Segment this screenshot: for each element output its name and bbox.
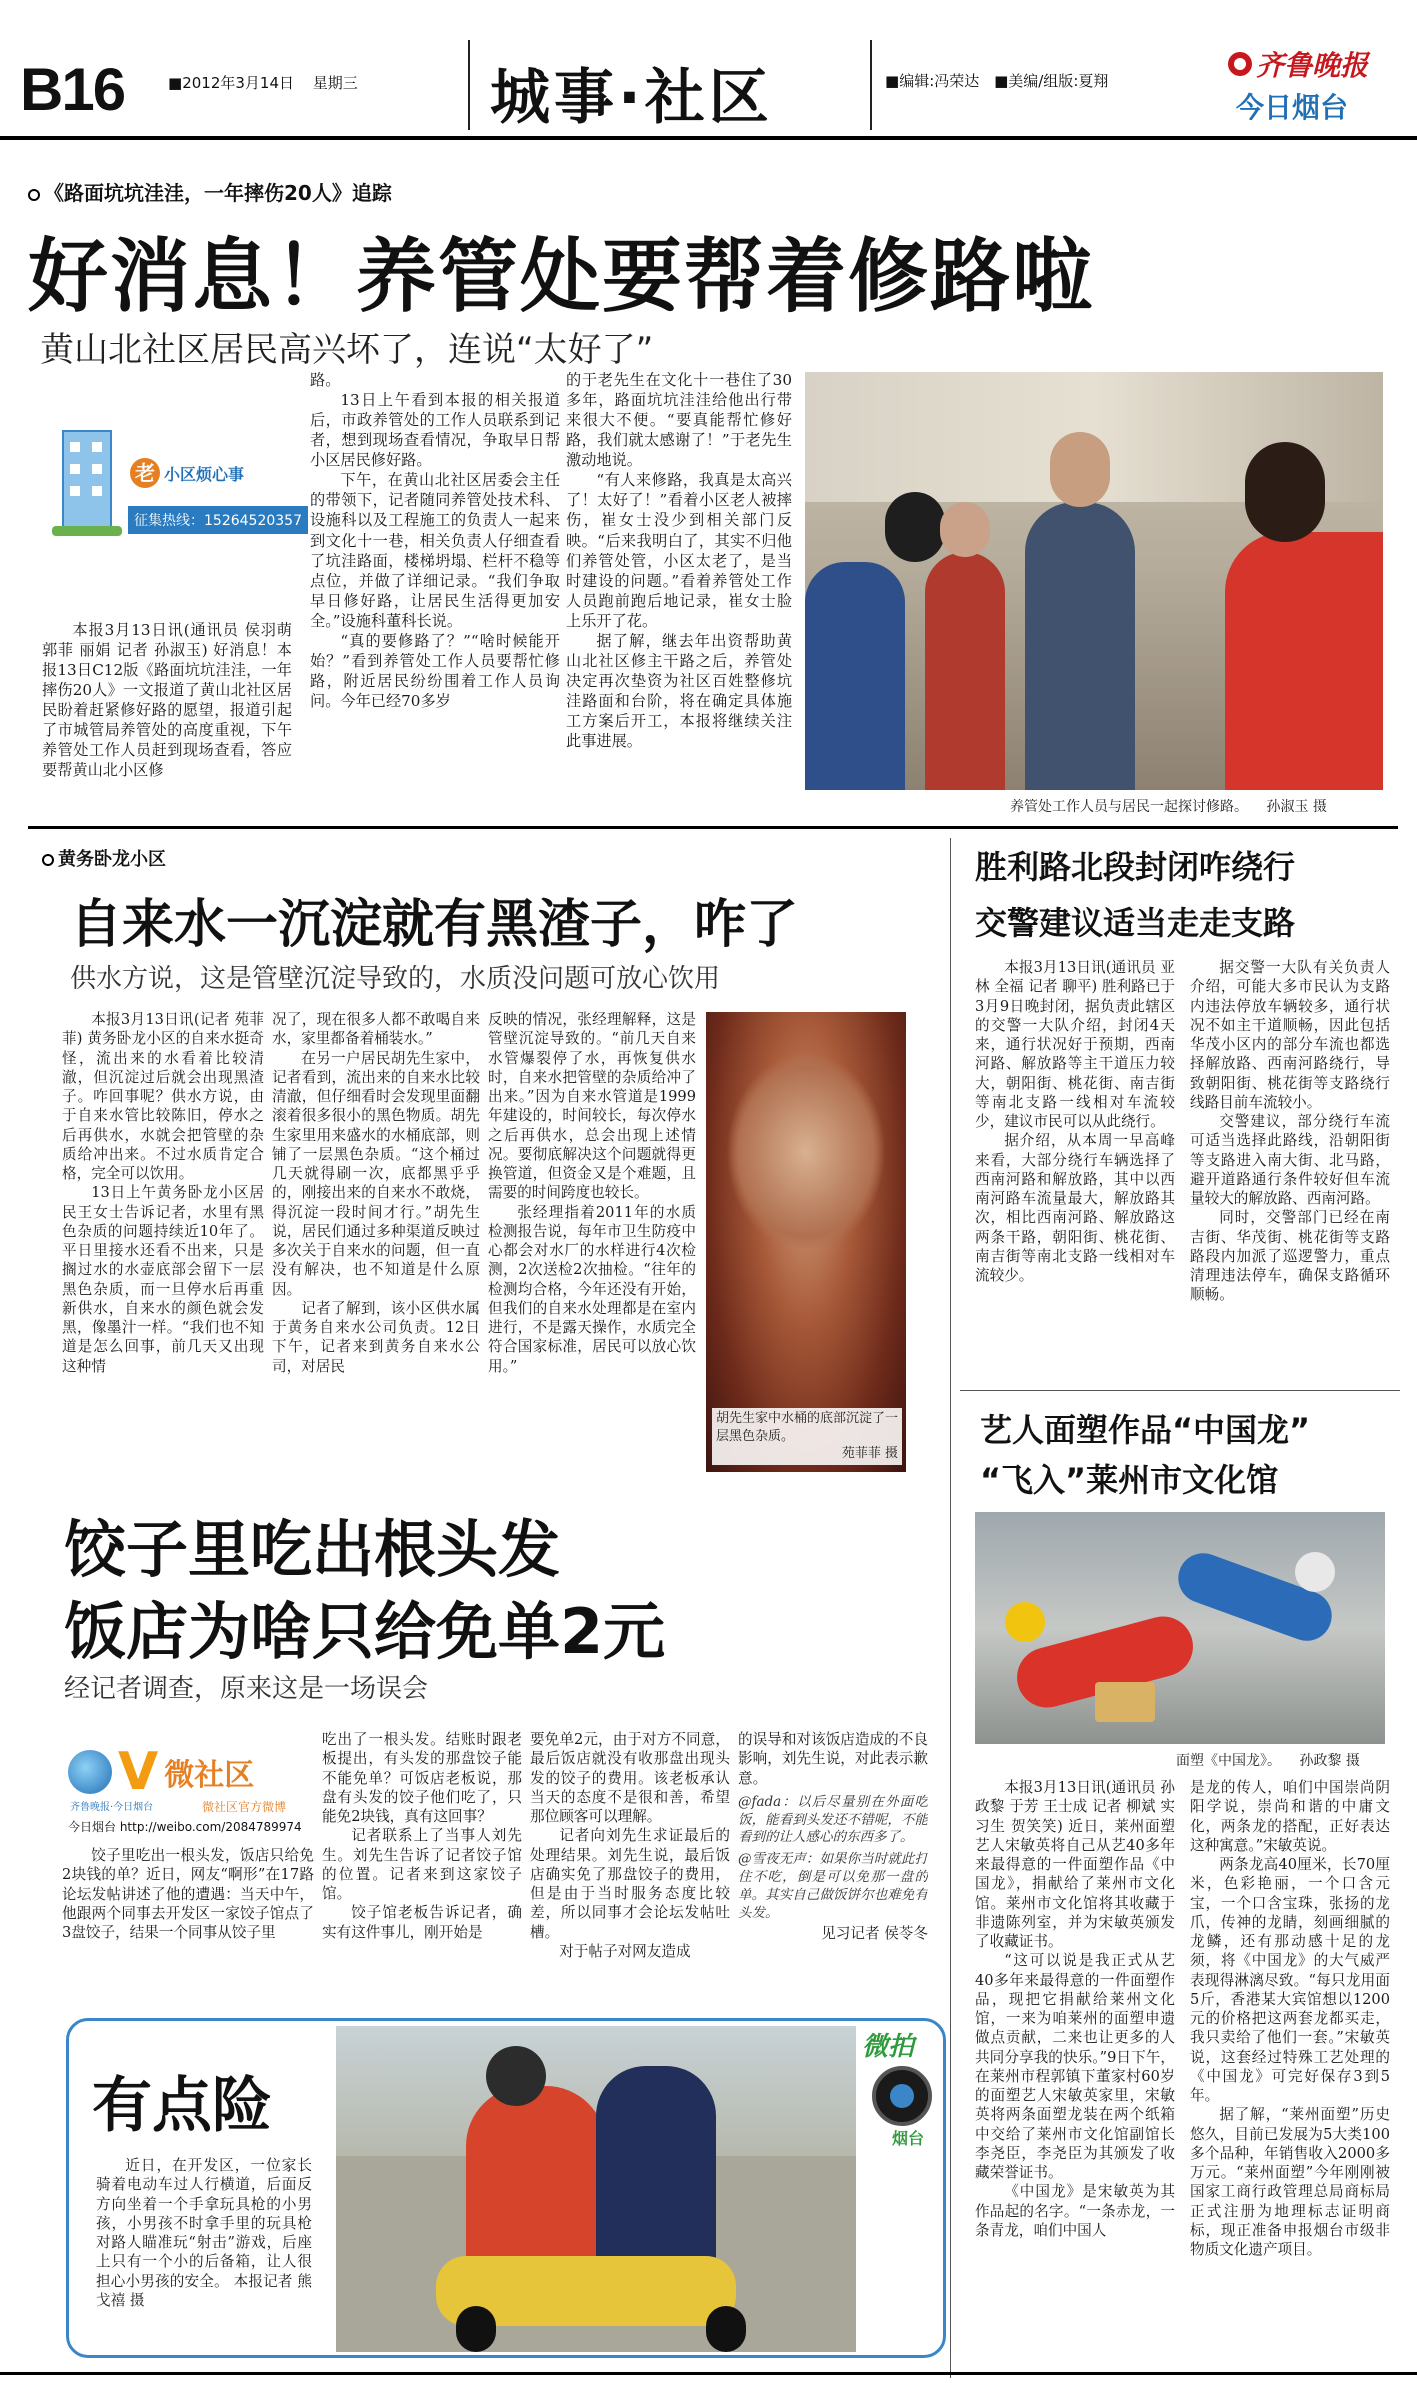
story2-caption bbox=[712, 1408, 902, 1465]
logo-text: 小区烦心事 bbox=[164, 464, 245, 484]
story2-kicker bbox=[42, 845, 166, 871]
weibo-comment: @雪夜无声：如果你当时就此打住不吃，倒是可以免那一盘的单。其实自己做饭饼尔也难免有头发。 bbox=[738, 1851, 928, 1921]
paragraph: 本报3月13日讯(通讯员 孙政黎 于芳 王士成 记者 柳斌 实习生 贺笑笑) 近日，莱州面塑艺人宋敏英将自己从艺40多年来最得意的一件面塑作品《中国龙》，捐献给了莱州市文化馆。莱州市文化馆将其收藏于非遗陈列室，并为宋敏英颁发了收藏证书。 bbox=[975, 1779, 1175, 1950]
paragraph: 况了，现在很多人都不敢喝自来水，家里都备着桶装水。” bbox=[272, 1011, 480, 1048]
story5-headline2: 交警建议适当走走支路 bbox=[975, 904, 1296, 942]
paragraph: 对于帖子对网友造成 bbox=[559, 1942, 691, 1960]
story6-headline2: “飞入”莱州市文化馆 bbox=[980, 1461, 1279, 1499]
story2-headline: 自来水一沉淀就有黑渣子，咋了 bbox=[70, 895, 799, 955]
story1-col3 bbox=[566, 370, 792, 820]
paragraph: 饺子里吃出一根头发，饭店只给免2块钱的单？近日，网友“啊形”在17路论坛发帖讲述了他的遭遇：当天中午，他跟两个同事去开发区一家饺子馆点了3盘饺子，结果一个同事从饺子里 bbox=[62, 1847, 314, 1941]
story4-body bbox=[96, 2156, 312, 2346]
editor-name: 冯荣达 bbox=[934, 72, 980, 90]
weipai-badge bbox=[862, 2026, 942, 2146]
editor-label: 编辑 bbox=[899, 72, 930, 90]
story6-headline1: 艺人面塑作品“中国龙” bbox=[980, 1411, 1311, 1449]
paragraph: 饺子馆老板告诉记者，确实有这件事儿，刚开始是 bbox=[322, 1904, 522, 1941]
byline: 见习记者 侯苓冬 bbox=[821, 1925, 928, 1943]
story6-caption bbox=[1176, 1750, 1360, 1770]
designer-label: 美编/组版 bbox=[1008, 72, 1074, 90]
paragraph: “真的要修路了？”“啥时候能开始？”看到养管处工作人员要帮忙修路，附近居民纷纷围着工作人员询问。今年已经70多岁 bbox=[310, 631, 560, 710]
paragraph: 记者了解到，该小区供水属于黄务自来水公司负责。12日下午，记者来到黄务自来水公司，对居民 bbox=[272, 1299, 480, 1375]
paragraph: 要免单2元，由于对方不同意，最后饭店就没有收那盘出现头发的饺子的费用。该老板承认当天的态度不是很和善，希望那位顾客可以理解。 bbox=[530, 1731, 730, 1825]
paragraph: 路。 bbox=[310, 371, 341, 389]
story3-col1 bbox=[62, 1846, 314, 1996]
story1-col2 bbox=[310, 370, 560, 820]
story1-column-logo bbox=[42, 420, 302, 560]
story1-kicker bbox=[28, 177, 392, 206]
weipai-label: 微拍 bbox=[862, 2032, 915, 2062]
weibo-small-label: 齐鲁晚报·今日烟台 bbox=[70, 1802, 154, 1813]
story3-subhead: 经记者调查，原来这是一场误会 bbox=[64, 1674, 429, 1704]
paragraph: 13日上午看到本报的相关报道后，市政养管处的工作人员联系到记者，想到现场查看情况，争取早日帮小区居民修好路。 bbox=[310, 391, 560, 470]
right-column-rule bbox=[960, 1390, 1400, 1391]
hotline-bar bbox=[128, 506, 308, 534]
paper-name: 齐鲁晚报 bbox=[1256, 49, 1369, 82]
weibo-url: 今日烟台 http://weibo.com/2084789974 bbox=[68, 1820, 302, 1834]
logo-badge: 老 bbox=[130, 458, 160, 488]
masthead-divider-right bbox=[870, 40, 872, 130]
paragraph: 记者联系上了当事人刘先生。刘先生告诉了记者饺子馆的位置。记者来到这家饺子馆。 bbox=[322, 1827, 522, 1902]
paragraph: 的误导和对该饭店造成的不良影响，刘先生说，对此表示歉意。 bbox=[738, 1731, 928, 1787]
paragraph: 13日上午黄务卧龙小区居民王女士告诉记者，水里有黑色杂质的问题持续近10年了。平日里接水还看不出来，只是搁过水的水壶底部会留下一层黑色杂质，而一旦停水后再重新供水，自来水的颜色就会发黑，像墨汁一样。“我们也不知道是怎么回事，前几天又出现这种情 bbox=[62, 1184, 264, 1375]
paragraph: 两条龙高40厘米，长70厘米，色彩艳丽，一个口含元宝，一个口含宝珠，张扬的龙爪，传神的龙睛，刻画细腻的龙鳞，还有那动感十足的龙须，将《中国龙》的大气威严表现得淋漓尽致。“每只龙用面5斤，香港某大宾馆想以1200元的价格把这两套龙都买走，我只卖给了他们一套。”宋敏英说，这套经过特殊工艺处理的《中国龙》可完好保存3到5年。 bbox=[1190, 1856, 1390, 2104]
weibo-badge bbox=[68, 1738, 312, 1838]
weibo-name: 微社区 bbox=[164, 1758, 255, 1793]
paragraph: 在另一户居民胡先生家中，记者看到，流出来的自来水比较清澈，但仔细看时会发现里面翻滚着很多很小的黑色物质。胡先生家里用来盛水的水桶底部，则铺了一层黑色杂质。“这个桶过几天就得刷一次，底都黑乎乎的，刚接出来的自来水不敢烧，得沉淀一段时间才行。”胡先生说，居民们通过多种渠道反映过多次关于自来水的问题，但一直没有解决，也不知道是什么原因。 bbox=[272, 1049, 480, 1298]
story1-caption bbox=[1010, 796, 1327, 816]
building-icon bbox=[52, 430, 122, 540]
paragraph: “这可以说是我正式从艺40多年来最得意的一件面塑作品，现把它捐献给莱州文化馆，一来为咱莱州的面塑申遗做点贡献，二来也让更多的人共同分享我的快乐。”9日下午，在莱州市程郭镇下董家村60岁的面塑艺人宋敏英家里，宋敏英将两条面塑龙装在两个纸箱中交给了莱州市文化馆副馆长李尧臣，李尧臣为其颁发了收藏荣誉证书。 bbox=[975, 1952, 1175, 2181]
story2-col2 bbox=[272, 1010, 480, 1472]
story2-col1 bbox=[62, 1010, 264, 1472]
square-icon: ■ bbox=[885, 72, 900, 90]
masthead bbox=[0, 0, 1417, 140]
paragraph: 本报3月13日讯(记者 苑菲菲) 黄务卧龙小区的自来水挺奇怪，流出来的水看着比较清澈，但沉淀过后就会出现黑渣子。咋回事呢？供水方说，由于自来水管比较陈旧，停水之后再供水，水就会把管壁的杂质给冲出来。不过水质肯定合格，完全可以饮用。 bbox=[62, 1011, 264, 1182]
weibo-sub-label: 微社区官方微博 bbox=[202, 1800, 287, 1814]
section-rule bbox=[28, 826, 1398, 829]
camera-lens-icon bbox=[872, 2066, 932, 2126]
story5-col1 bbox=[975, 958, 1175, 1378]
paper-logo bbox=[1228, 44, 1408, 126]
issue-weekday: 星期三 bbox=[312, 74, 358, 92]
masthead-divider-left bbox=[468, 40, 470, 130]
hotline-number: 15264520357 bbox=[204, 513, 302, 529]
weipai-sub-label: 烟台 bbox=[892, 2129, 925, 2148]
logo-swirl-icon bbox=[1228, 52, 1252, 76]
photo-credit: 苑菲菲 摄 bbox=[841, 1446, 898, 1462]
paragraph: 吃出了一根头发。结账时跟老板提出，有头发的那盘饺子能不能免单？可饭店老板说，那盘有头发的饺子他们吃了，只能免2块钱，真有这回事？ bbox=[322, 1731, 522, 1825]
paragraph: 本报3月13日讯(通讯员 侯羽萌 郭菲 丽娟 记者 孙淑玉) 好消息！本报13日C12版《路面坑坑洼洼，一年摔伤20人》一文报道了黄山北社区居民盼着赶紧修好路的愿望，报道引起了市城管局养管处的高度重视，下午养管处工作人员赶到现场查看，答应要帮黄山北小区修 bbox=[42, 621, 292, 780]
story1-photo bbox=[805, 372, 1383, 790]
weibo-logo-icon bbox=[68, 1750, 112, 1794]
paragraph: “有人来修路，我真是太高兴了！太好了！”看着小区老人被摔伤，崔女士没少到相关部门反映。“后来我明白了，其实不归他们养管处管，小区太老了，是当时建设的问题。”看着养管处工作人员跑前跑后地记录，崔女士脸上乐开了花。 bbox=[566, 471, 792, 630]
caption-text: 面塑《中国龙》。 bbox=[1176, 1753, 1281, 1769]
page-number: B16 bbox=[20, 56, 125, 123]
square-icon: ■ bbox=[168, 74, 183, 92]
column-divider bbox=[950, 838, 951, 2378]
paragraph: 记者向刘先生求证最后的处理结果。刘先生说，最后饭店确实免了那盘饺子的费用，但是由于当时服务态度比较差，所以同事才会论坛发帖吐槽。 bbox=[530, 1827, 730, 1941]
paragraph: 近日，在开发区，一位家长骑着电动车过人行横道，后面反方向坐着一个手拿玩具枪的小男孩，小男孩不时拿手里的玩具枪对路人瞄准玩“射击”游戏，后座上只有一个小的后备箱，让人很担心小男孩的安全。 本报记者 熊戈禧 摄 bbox=[96, 2157, 312, 2309]
editor-credits: ■编辑:冯荣达 ■美编/组版:夏翔 bbox=[885, 72, 1109, 90]
weibo-comment: @fada：以后尽量别在外面吃饭，能看到头发还不错呢，不能看到的让人感心的东西多了。 bbox=[738, 1793, 928, 1846]
story6-photo bbox=[975, 1512, 1385, 1744]
story1-subhead: 黄山北社区居民高兴坏了，连说“太好了” bbox=[40, 330, 654, 370]
paragraph: 据交警一大队有关负责人介绍，可能大多市民认为支路内违法停放车辆较多，通行状况不如主干道顺畅，因此包括华茂小区内的部分车流也都选择解放路、西南河路绕行，导致朝阳街、桃花街等支路绕行线路目前车流较小。 bbox=[1190, 959, 1390, 1111]
paragraph: 据了解，继去年出资帮助黄山北社区修主干路之后，养管处决定再次垫资为社区百姓整修坑洼路面和台阶，将在确定具体施工方案后开工，本报将继续关注此事进展。 bbox=[566, 631, 792, 751]
photo-credit: 孙政黎 摄 bbox=[1299, 1753, 1360, 1769]
paragraph: 下午，在黄山北社区居委会主任的带领下，记者随同养管处技术科、设施科以及工程施工的负责人一起来到文化十一巷，相关负责人仔细查看了坑洼路面，楼梯坍塌、栏杆不稳等点位，并做了详细记录。“我们争取早日修好路，让居民生活得更加安全。”设施科董科长说。 bbox=[310, 471, 560, 630]
issue-date: 2012年3月14日 bbox=[182, 74, 294, 92]
designer-name: 夏翔 bbox=[1078, 72, 1109, 90]
story2-photo bbox=[706, 1012, 906, 1472]
paragraph: 据介绍，从本周一早高峰来看，大部分绕行车辆选择了西南河路和解放路，其中以西南河路车流量最大，解放路其次，相比西南河路、解放路这两条干路，朝阳街、桃花街、南吉街等南北支路一线相对车流较少。 bbox=[975, 1132, 1175, 1284]
paragraph: 本报3月13日讯(通讯员 亚林 全福 记者 聊平) 胜利路已于3月9日晚封闭，据负责此辖区的交警一大队介绍，封闭4天来，通行状况好于预期，西南河路、解放路等主干道压力较大，朝阳街、桃花街、南吉街等南北支路一线相对车流较少，建议市民可以从此绕行。 bbox=[975, 959, 1175, 1130]
story1-col1 bbox=[42, 620, 292, 820]
story1-headline: 好消息！养管处要帮着修路啦 bbox=[28, 230, 1094, 323]
story2-subhead: 供水方说，这是管壁沉淀导致的，水质没问题可放心饮用 bbox=[70, 964, 721, 994]
story3-col2 bbox=[322, 1730, 522, 1998]
paragraph: 同时，交警部门已经在南吉街、华茂街、桃花街等支路路段内加派了巡逻警力，重点清理违法停车，确保支路循环顺畅。 bbox=[1190, 1209, 1390, 1304]
story4-headline: 有点险 bbox=[92, 2071, 272, 2141]
story3-col3 bbox=[530, 1730, 730, 1998]
photo-credit: 孙淑玉 摄 bbox=[1266, 799, 1327, 815]
hotline-label: 征集热线： bbox=[134, 513, 204, 529]
kicker-dot-icon bbox=[42, 854, 54, 866]
story1-kicker-text: 《路面坑坑洼洼，一年摔伤20人》追踪 bbox=[44, 181, 392, 205]
story6-col1 bbox=[975, 1778, 1175, 2368]
story6-col2 bbox=[1190, 1778, 1390, 2368]
paragraph: 反映的情况，张经理解释，这是管壁沉淀导致的。“前几天自来水管爆裂停了水，再恢复供水时，自来水把管壁的杂质给冲了出来。”因为自来水管道是1999年建设的，时间较长，每次停水之后再供水，总会出现上述情况。要彻底解决这个问题就得更换管道，但资金又是个难题，且需要的时间跨度也较长。 bbox=[488, 1011, 696, 1202]
story2-kicker-text: 黄务卧龙小区 bbox=[58, 849, 166, 870]
story3-headline2: 饭店为啥只给免单2元 bbox=[64, 1595, 666, 1668]
square-icon: ■ bbox=[994, 72, 1009, 90]
paragraph: 是龙的传人，咱们中国崇尚阴阳学说，崇尚和谐的中庸文化，两条龙的搭配，正好表达这种寓意。”宋敏英说。 bbox=[1190, 1779, 1390, 1854]
story3-headline1: 饺子里吃出根头发 bbox=[64, 1513, 561, 1586]
story4-photo bbox=[336, 2026, 856, 2352]
edition-name: 今日烟台 bbox=[1236, 91, 1349, 124]
section-title: 城事·社区 bbox=[490, 63, 773, 133]
paragraph: 张经理指着2011年的水质检测报告说，每年市卫生防疫中心都会对水厂的水样进行4次检测，2次送检2次抽检。“往年的检测均合格，今年还没有开始，但我们的自来水处理都是在室内进行，不是露天操作，水质完全符合国家标准，居民可以放心饮用。” bbox=[488, 1203, 696, 1375]
weibo-v-icon: V bbox=[118, 1742, 159, 1802]
paragraph: 据了解，“莱州面塑”历史悠久，目前已发展为5大类100多个品种，年销售收入2000多万元。“莱州面塑”今年刚刚被国家工商行政管理总局商标局正式注册为地理标志证明商标，现正准备申报烟台市级非物质文化遗产项目。 bbox=[1190, 2106, 1390, 2258]
paragraph: 交警建议，部分绕行车流可适当选择此路线，沿朝阳街等支路进入南大街、北马路，避开道路通行条件较好但车流量较大的解放路、西南河路。 bbox=[1190, 1113, 1390, 1207]
kicker-dot-icon bbox=[28, 189, 40, 201]
paragraph: 的于老先生在文化十一巷住了30多年，路面坑坑洼洼给他出行带来很大不便。“要真能帮忙修好路，我们就太感谢了！”于老先生激动地说。 bbox=[566, 371, 792, 470]
story2-col3 bbox=[488, 1010, 696, 1472]
caption-text: 胡先生家中水桶的底部沉淀了一层黑色杂质。 bbox=[716, 1411, 899, 1444]
caption-text: 养管处工作人员与居民一起探讨修路。 bbox=[1010, 799, 1248, 815]
paragraph: 《中国龙》是宋敏英为其作品起的名字。“一条赤龙，一条青龙，咱们中国人 bbox=[975, 2183, 1175, 2239]
story3-col4 bbox=[738, 1730, 928, 1998]
footer-rule bbox=[0, 2372, 1417, 2375]
issue-date-line bbox=[168, 72, 358, 93]
story5-headline1: 胜利路北段封闭咋绕行 bbox=[975, 848, 1296, 886]
story5-col2 bbox=[1190, 958, 1390, 1378]
masthead-rule bbox=[0, 136, 1417, 140]
